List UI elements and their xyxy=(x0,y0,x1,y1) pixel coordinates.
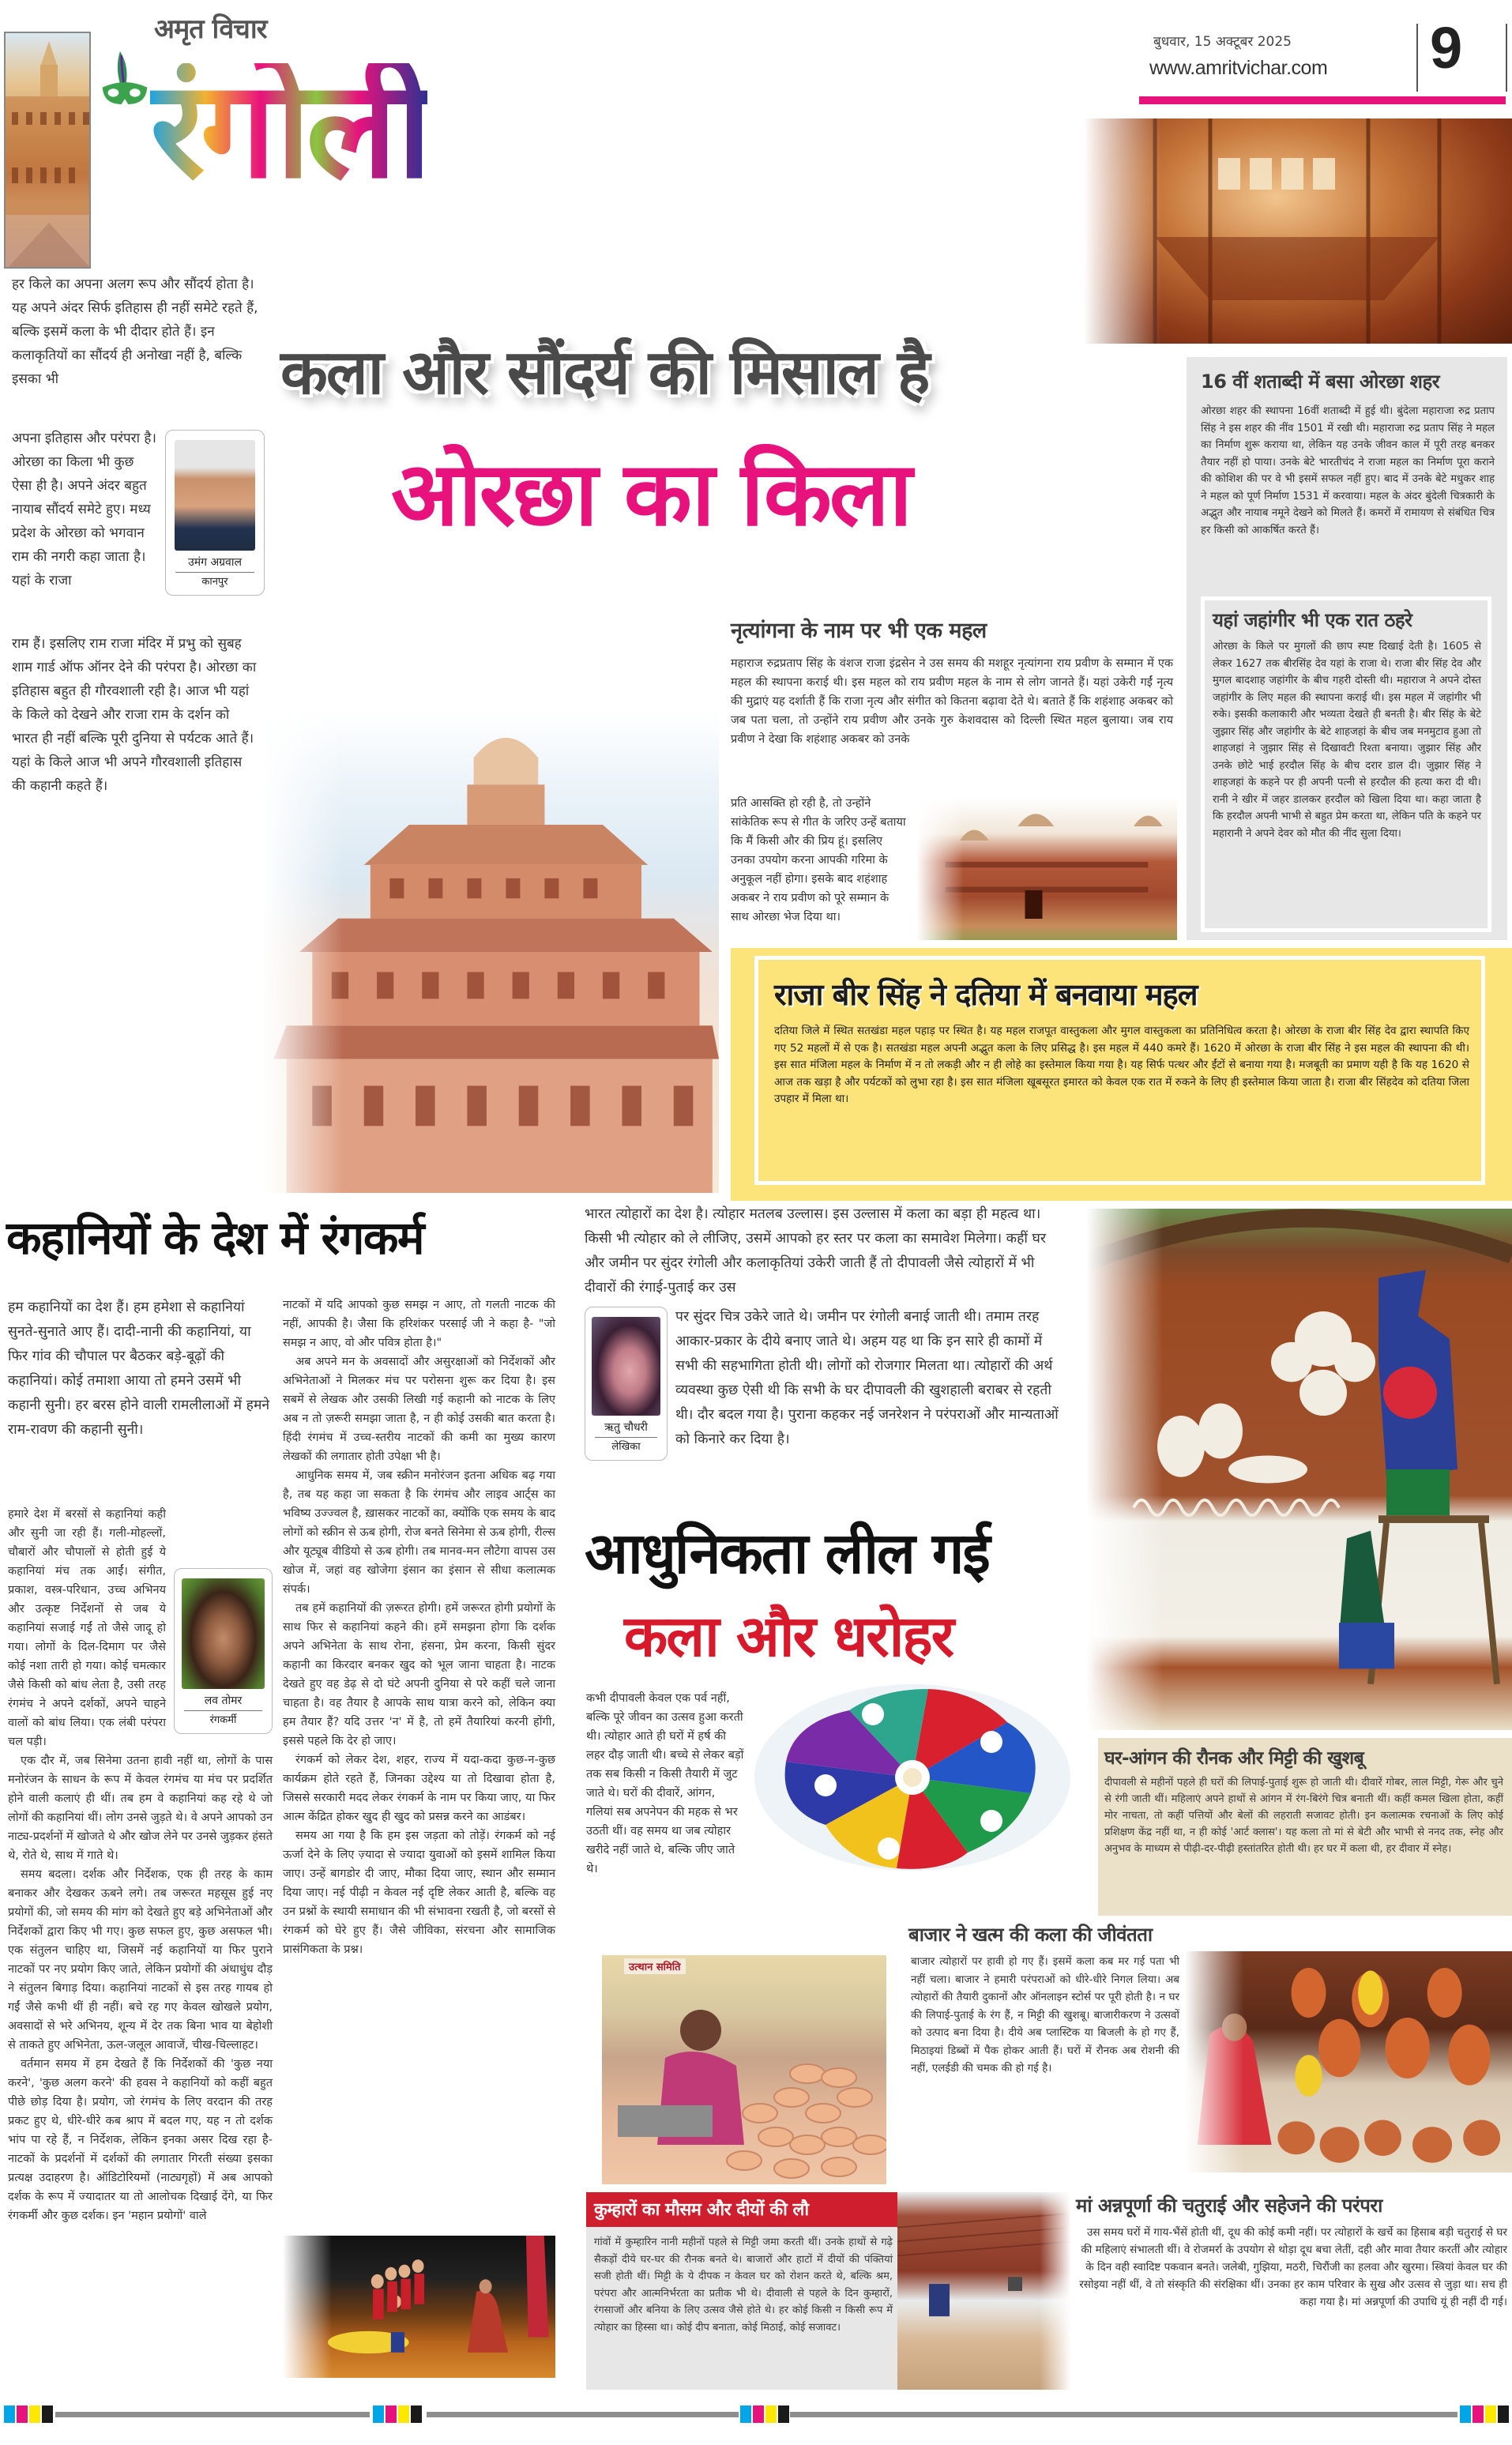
author-name: उमंग अग्रवाल xyxy=(188,556,242,569)
bottom-rule-left xyxy=(55,2412,370,2417)
author-photo xyxy=(592,1317,660,1416)
magenta-swatch xyxy=(1473,2406,1484,2423)
dancer-palace-body-wide: महाराज रुद्रप्रताप सिंह के वंशज राजा इंद्रसेन ने उस समय की मशहूर नृत्यांगना राय प्रवीण के सम्मान में एक महल की स्थापना कराई थी। इस महल को राय प्रवीण महल के नाम से लोग जानते हैं। यहां उकेरी गईं नृत्य की मुद्राएं यह दर्शाती हैं कि राजा नृत्य और संगीत को कितना बढ़ावा देते थे। बताते हैं कि शहंशाह अकबर को जब पता चला, तो उन्होंने राय प्रवीण और उनके गुरु केशवदास को दिल्ली स्थित महल बुलाया। जब राय प्रवीण ने देखा कि शहंशाह अकबर को उनके xyxy=(731,657,1173,746)
orchha-headline-line1: कला और सौंदर्य की मिसाल है xyxy=(280,337,929,408)
theatre-col2-p4: तब हमें कहानियों की ज़रूरत होगी। हमें जरूरत होगी प्रयोगों के साथ फिर से कहानियां कहने की। हमें समझना होगा कि दर्शक अपने अभिनेता के साथ रोना, हंसना, प्रेम करना, किसी सुंदर कहानी का किरदार बनकर खुद को भूल जाना चाहता है। नाटक देखते हुए वह डेढ़ से दो घंटे अपनी दुनिया से परे कहीं चले जाना चाहता है। वह तैयार है आपके साथ यात्रा करने को, लेकिन क्या हम तैयार हैं? यदि उत्तर 'न' में है, तो हमें तैयारियां करनी होंगी, इससे पहले कि देर हो जाए। xyxy=(283,1602,555,1747)
bazaar-body: बाजार त्योहारों पर हावी हो गए हैं। इसमें कला कब मर गई पता भी नहीं चला। बाजार ने हमारी परंपराओं को धीरे-धीरे निगल लिया। अब त्योहारों की तैयारी दुकानों और ऑनलाइन स्टोर्स पर पूरी होती है। न घर की लिपाई-पुताई के रंग हैं, न मिट्टी की खुशबू। बाजारीकरण ने उत्सवों को उत्पाद बना दिया है। दीये अब प्लास्टिक या बिजली के हो गए हैं, मिठाइयां डिब्बों में पैक होकर आती हैं। घरों में रौनक अब रोशनी की नहीं, एलईडी की चमक की हो गई है। xyxy=(911,1955,1179,2074)
author-place: कानपुर xyxy=(201,576,228,588)
box-jahangir-body: ओरछा के किले पर मुगलों की छाप स्पष्ट दिखाई देती है। 1605 से लेकर 1627 तक बीरसिंह देव यहां के राजा थे। राजा बीर सिंह देव और मुगल बादशाह जहांगीर के बीच गहरी दोस्ती थी। महाराज ने अपने दोस्त जहांगीर के लिए महल की स्थापना कराई थी। इस महल में जहांगीर भी रुके। इसकी कलाकारी और भव्यता देखते ही बनती है। बीर सिंह के बेटे जुझार सिंह और जहांगीर के बेटे शाहजहां के बीच जब मनमुटाव हुआ तो शाहजहां ने जुझार सिंह से दिखावटी रिश्ता बनाया। जुझार सिंह और उनके छोटे भाई हरदौल सिंह के बीच दरार डाल दी। जुझार सिंह ने शाहजहां के कहने पर ही अपनी पत्नी से हरदौल की हत्या करा दी थी। रानी ने खीर में जहर डालकर हरदौल को खिला दिया था। कहा जाता है कि हरदौल अपनी भाभी से बहुत प्रेम करता था, लेकिन पति के कहने पर महारानी ने अपने देवर को मौत की नींद सुला दिया। xyxy=(1213,641,1481,840)
black-swatch xyxy=(411,2406,422,2423)
orchha-fort-main-photo xyxy=(261,711,719,1193)
orchha-intro-flow xyxy=(12,427,265,600)
author-separator xyxy=(175,572,254,573)
page-edge-rule xyxy=(1506,24,1507,92)
theatre-col2-flow xyxy=(283,1296,555,1959)
festival-intro: भारत त्योहारों का देश है। त्योहार मतलब उल्लास। इस उल्लास में कला का बड़ा ही महत्व था। किसी भी त्योहार को ले लीजिए, उसमें आपको हर स्तर पर कला का समावेश मिलेगा। कहीं घर और जमीन पर सुंदर रंगोली और कलाकृतियां उकेरी जाती हैं तो दीपावली जैसे त्योहारों में भी दीवारों की रंगाई-पुताई कर उस xyxy=(585,1206,1046,1296)
potters-title: कुम्हारों का मौसम और दीयों की लौ xyxy=(586,2192,897,2227)
bottom-rule-middle xyxy=(427,2412,739,2417)
orchha-headline-line2: ओरछा का किला xyxy=(391,443,910,546)
bazaar-title: बाजार ने खत्म की कला की जीवंतता xyxy=(908,1924,1153,1946)
author-name: लव तोमर xyxy=(204,1695,243,1707)
rangoli-illustration xyxy=(747,1675,1078,1872)
theatre-col2-p5: रंगकर्म को लेकर देश, शहर, राज्य में यदा-कदा कुछ-न-कुछ कार्यक्रम होते रहते हैं, जिनका उद्देश्य या तो दिखावा होता है, जिससे सरकारी मदद लेकर रंगकर्म के नाम पर किया जाए, या फिर आत्म केंद्रित होकर खुद ही खुद को प्रसन्न करने का आडंबर। xyxy=(283,1754,555,1823)
box-16th-century-body: ओरछा शहर की स्थापना 16वीं शताब्दी में हुई थी। बुंदेला महाराजा रुद्र प्रताप सिंह ने इस शहर की नींव 1501 में रखी थी। महाराजा रुद्र प्रताप सिंह ने महल का निर्माण शुरू कराया था, लेकिन यह उनके जीवन काल में पूरी तरह बनकर तैयार नहीं हो पाया। उनके बेटे भारतीचंद ने राजा महल का निर्माण पूरा कराने की कोशिश की पर वे भी इसमें सफल नहीं हुए। बाद में उनके बेटे मधुकर शाह ने महल को पूर्ण निर्माण 1531 में करवाया। महल के अंदर बुंदेली चित्रकारी के अद्भुत और नायाब नमूने देखने को मिलते हैं। कमरों में रामायण से संबंधित चित्र हर किसी को आकर्षित करते हैं। xyxy=(1201,405,1495,536)
brand-name-small: अमृत विचार xyxy=(154,13,267,45)
palace-interior-photo xyxy=(1084,118,1512,344)
theatre-col2-p3: आधुनिक समय में, जब स्क्रीन मनोरंजन इतना अधिक बढ़ गया है, तब यह कहा जा सकता है कि रंगमंच और लाइव आर्ट्स का भविष्य उज्ज्वल है, ख़ासकर नाटकों का, क्योंकि एक समय के बाद लोगों को स्क्रीन से ऊब होगी, रोज बनते सिनेमा से ऊब होगी, रील्स और यूट्यूब वीडियो से ऊब होगी। तब मानव-मन लौटेगा वापस उस खोज में, जहां वह खोजेगा इंसान का इंसान से सीधा कलात्मक संपर्क। xyxy=(283,1469,555,1596)
dancer-palace-title: नृत्यांगना के नाम पर भी एक महल xyxy=(731,619,987,643)
magenta-swatch xyxy=(386,2406,397,2423)
festival-headline-line2: कला और धरोहर xyxy=(624,1603,953,1669)
theatre-col2-p6: समय आ गया है कि हम इस जड़ता को तोड़ें। रंगकर्म को नई ऊर्जा देने के लिए ज़्यादा से ज्यादा युवाओं को इसमें शामिल किया जाए। उन्हें बागडोर दी जाए, मौका दिया जाए, स्थान और सम्मान दिया जाए। नई पीढ़ी न केवल नई दृष्टि लेकर आती है, बल्कि वह उन प्रश्नों के स्थायी समाधान की भी संभावना रखती है, जो बरसों से रंगकर्म को घेरे हुए हैं। जैसे जीविका, संरचना और सामाजिक प्रासंगिकता के प्रश्न। xyxy=(283,1830,555,1956)
theatre-lead: हम कहानियों का देश हैं। हम हमेशा से कहानियां सुनते-सुनाते आए हैं। दादी-नानी की कहानियां, या फिर गांव की चौपाल पर बैठकर बड़े-बूढ़ों की कहानियां। कोई तमाशा आया तो हमने उसमें भी कहानी सुनी। हर बरस होने वाली रामलीलाओं में हमने राम-रावण की कहानी सुनी। xyxy=(8,1300,270,1438)
festival-intro-flow xyxy=(585,1305,1059,1465)
author-photo xyxy=(182,1578,265,1689)
page-number: 9 xyxy=(1430,15,1463,81)
orchha-intro-paragraph: हर किले का अपना अलग रूप और सौंदर्य होता है। यह अपने अंदर सिर्फ इतिहास ही नहीं समेटे रहते हैं, बल्कि इसमें कला के भी दीदार होते हैं। इन कलाकृतियों का सौंदर्य ही अनोखा नहीं है, बल्कि इसका भी xyxy=(12,276,258,387)
black-swatch xyxy=(1498,2406,1509,2423)
yellow-swatch xyxy=(765,2406,777,2423)
orchha-intro-continued: राम हैं। इसलिए राम राजा मंदिर में प्रभु को सुबह शाम गार्ड ऑफ ऑनर देने की परंपरा है। ओरछा का इतिहास बहुत ही गौरवशाली रही है। आज भी यहां के किले को देखने और राजा राम के दर्शन को भारत ही नहीं बल्कि पूरी दुनिया से पर्यटक आते हैं। यहां के किले आज भी अपने गौरवशाली इतिहास की कहानी कहते हैं। xyxy=(12,636,257,794)
cmyk-registration-mark-center xyxy=(373,2406,423,2426)
yellow-swatch xyxy=(1485,2406,1496,2423)
author-photo xyxy=(175,440,255,551)
wall-painting-photo xyxy=(1086,1209,1512,1730)
jahangir-mahal-courtyard-photo xyxy=(4,32,91,269)
cmyk-registration-mark-right xyxy=(1460,2406,1510,2426)
magenta-swatch xyxy=(17,2406,28,2423)
datia-title: राजा बीर सिंह ने दतिया में बनवाया महल xyxy=(774,977,1198,1012)
theatre-col1-flow xyxy=(8,1505,273,2225)
cyan-swatch xyxy=(4,2406,15,2423)
dancer-palace-body-narrow: प्रति आसक्ति हो रही है, तो उन्होंने सांकेतिक रूप से गीत के जरिए उन्हें बताया कि मैं किसी और की प्रिय हूं। इसलिए उनका उपयोग करना आपकी गरिमा के अनुकूल नहीं होगा। इसके बाद शहंशाह अकबर ने राय प्रवीण को पूरे सम्मान के साथ ओरछा भेज दिया था। xyxy=(731,797,906,923)
potters-body: गांवों में कुम्हारिन नानी महीनों पहले से मिट्टी जमा करती थीं। उनके हाथों से गढ़े सैकड़ों दीये घर-घर की रौनक बनते थे। बाजारों और हाटों में दीयों की पंक्तियां सजी होती थीं। मिट्टी के ये दीपक न केवल घर को रोशन करते थे, बल्कि श्रम, परंपरा और आत्मनिर्भरता का प्रतीक भी थे। दीवाली से पहले के दिन कुम्हारों, रंगसाजों और बनिया के लिए उत्सव जैसे होते थे। हर कोई किसी न किसी रूप में त्योहार का हिस्सा था। कोई दीप बनाता, कोई मिठाई, कोई सजावट। xyxy=(594,2236,893,2334)
cmyk-registration-mark-left xyxy=(4,2406,55,2426)
theatre-col2-p1: नाटकों में यदि आपको कुछ समझ न आए, तो गलती नाटक की नहीं, आपकी है। जैसा कि हरिशंकर परसाई जी ने कहा है- "जो समझ न आए, वो और पवित्र होता है।" xyxy=(283,1299,555,1349)
cyan-swatch xyxy=(1460,2406,1471,2423)
box-16th-century-title: 16 वीं शताब्दी में बसा ओरछा शहर xyxy=(1201,371,1440,393)
village-house-photo xyxy=(897,2192,1071,2390)
website-url[interactable]: www.amritvichar.com xyxy=(1149,57,1328,79)
palace-illustration xyxy=(6,33,91,269)
yellow-swatch xyxy=(29,2406,40,2423)
author-card-umang xyxy=(165,430,265,596)
black-swatch xyxy=(42,2406,53,2423)
datia-body: दतिया जिले में स्थित सतखंडा महल पहाड़ पर स्थित है। यह महल राजपूत वास्तुकला और मुगल वास्तुकला का प्रतिनिधित्व करता है। ओरछा के राजा बीर सिंह देव द्वारा स्थापति किए गए 52 महलों में से एक है। सतखंडा महल अपनी अद्भुत कला के लिए प्रसिद्ध है। इस महल में 440 कमरे हैं। 1620 में ओरछा के राजा बीर सिंह ने इस महल की स्थापना की थी। इस सात मंजिला महल के निर्माण में न तो लकड़ी और न ही लोहे का इस्तेमाल किया गया है। यह सिर्फ पत्थर और ईंटों से बनाया गया है। मजबूती का प्रमाण यही है कि यह 1620 से आज तक खड़ा है और पर्यटकों को लुभा रहा है। इस सात मंजिला खूबसूरत इमारत को केवल एक रात में रुकने के लिए ही इस्तेमाल किया जाता है। राजा बीर सिंहदेव को दतिया जिला उपहार में मिला था। xyxy=(774,1025,1469,1105)
rai-praveen-mahal-photo xyxy=(916,798,1177,940)
author-separator xyxy=(184,1710,262,1711)
ghar-angan-body: दीपावली से महीनों पहले ही घरों की लिपाई-पुताई शुरू हो जाती थी। दीवारें गोबर, लाल मिट्टी, गेरू और चुने से रंगी जाती थीं। महिलाएं अपने हाथों से आंगन में रंग-बिरंगे चित्र बनाती थीं। कहीं कमल खिला होता, कहीं मोर नाचता, तो कहीं पत्तियों और बेलों की लहराती सजावट होती। इन कलात्मक रचनाओं के लिए कोई प्रशिक्षण केंद्र नहीं था, न ही कोई 'आर्ट क्लास'। यह कला तो मां से बेटी और भाभी से ननद तक, स्नेह और अनुभव के माध्यम से पीढ़ी-दर-पीढ़ी हस्तांतरित होती थी। हर घर में कला थी, हर दीवार में स्नेह। xyxy=(1104,1777,1503,1855)
theatre-col1-p3: समय बदला। दर्शक और निर्देशक, एक ही तरह के काम बनाकर और देखकर ऊबने लगे। तब जरूरत महसूस हुई नए प्रयोगों की, जो समय की मांग को देखते हुए बड़े अभिनेताओं और निर्देशकों द्वारा किए भी गए। कुछ सफल हुए, कुछ असफल भी। एक संतुलन चाहिए था, जिसमें नई कहानियों या फिर पुराने नाटकों पर नए प्रयोग किए जाते, लेकिन प्रयोगों की अंधाधुंध दौड़ ने संतुलन बिगाड़ दिया। कहानियां नाटकों से इस तरह गायब हो गईं जैसे कभी थीं ही नहीं। बचे रह गए केवल खोखले प्रयोग, अवसादों से भरे अभिनय, शून्य में देर तक बिना भाव या बेहोशी से ताकते हुए अभिनेता, ऊल-जलूल आवाजें, चीख-चिल्लाहट। xyxy=(8,1868,273,2052)
cmyk-registration-mark-center2 xyxy=(740,2406,791,2426)
photo-sign: उत्थान समिति xyxy=(624,1958,686,1974)
theatre-col2-p2: अब अपने मन के अवसादों और असुरक्षाओं को निर्देशकों और अभिनेताओं ने मिलकर मंच पर परोसना शुरू कर दिया है। इस सबमें से लेखक और उसकी लिखी गई कहानी को नाटक के लिए अब न तो ज़रूरी समझा जाता है, न ही कोई उसकी बात करता है। हिंदी रंगमंच में उच्च-स्तरीय नाटकों की कमी का मुख्य कारण लेखकों की लगातार होती उपेक्षा भी है। xyxy=(283,1356,555,1463)
author-separator xyxy=(595,1437,657,1438)
theatre-col1-p2: एक दौर में, जब सिनेमा उतना हावी नहीं था, लोगों के पास मनोरंजन के साधन के रूप में केवल रंगमंच या मंच पर प्रदर्शित होने वाली कलाएं ही थीं। तब हम वे कहानियां कह रहे थे जो लोगों की कहानियां थीं। लोग उनसे जुड़ते थे। वे अपने आपको उन नाट्य-प्रदर्शनों में खोजते थे और खोज लेने पर उनसे जुड़कर हंसते थे, रोते थे, साथ में गाते थे। xyxy=(8,1755,273,1862)
orchha-intro-narrow: अपना इतिहास और परंपरा है। ओरछा का किला भी कुछ ऐसा ही है। अपने अंदर बहुत नायाब सौंदर्य समेटे हुए। मध्य प्रदेश के ओरछा को भगवान राम की नगरी कहा जाता है। यहां के राजा xyxy=(12,431,156,589)
box-jahangir-title: यहां जहांगीर भी एक रात ठहरे xyxy=(1213,609,1412,631)
ghar-angan-title: घर-आंगन की रौनक और मिट्टी की खुशबू xyxy=(1104,1748,1364,1769)
stage-play-photo xyxy=(283,2236,555,2378)
brand-mask-logo xyxy=(101,49,149,112)
author-role: रंगकर्मी xyxy=(209,1714,237,1726)
author-card-love-tomar xyxy=(174,1568,273,1734)
author-role: लेखिका xyxy=(611,1441,641,1453)
section-title-rangoli: रंगोली xyxy=(150,52,427,209)
deepawali-paragraph: कभी दीपावली केवल एक पर्व नहीं, बल्कि पूरे जीवन का उत्सव हुआ करती थी। त्योहार आते ही घरों में हर्ष की लहर दौड़ जाती थी। बच्चे से लेकर बड़ों तक सब किसी न किसी तैयारी में जुट जाते थे। घरों की दीवारें, आंगन, गलियां सब अपनेपन की महक से भर उठती थीं। वह समय था जब त्योहार खरीदे नहीं जाते थे, बल्कि जीए जाते थे। xyxy=(586,1692,744,1875)
annapurna-body: उस समय घरों में गाय-भैंसें होती थीं, दूध की कोई कमी नहीं। पर त्योहारों के खर्चे का हिसाब बड़ी चतुराई से घर की महिलाएं संभालती थीं। वे रोजमर्रा के उपयोग से थोड़ा दूध बचा लेतीं, दही और मावा तैयार करतीं और त्योहार के दिन वही स्वादिष्ट पकवान बनते। जलेबी, गुझिया, मठरी, चिरौंजी का हलवा और खुरमा। स्त्रियां केवल घर की रसोइया नहीं थीं, वे तो संस्कृति की संरक्षिका थीं। उनका हर काम परिवार के सुख और उत्सव से जुड़ा था। सच ही कहा गया है। मां अन्नपूर्णा की उपाधि यूं ही नहीं दी गई। xyxy=(1079,2226,1507,2308)
theatre-headline: कहानियों के देश में रंगकर्म xyxy=(6,1211,424,1265)
magenta-swatch xyxy=(753,2406,764,2423)
issue-date: बुधवार, 15 अक्टूबर 2025 xyxy=(1153,34,1292,50)
masthead-accent-bar xyxy=(1139,96,1506,104)
cyan-swatch xyxy=(373,2406,384,2423)
black-swatch xyxy=(778,2406,789,2423)
festival-intro-narrow: पर सुंदर चित्र उकेरे जाते थे। जमीन पर रंगोली बनाई जाती थी। तमाम तरह आकार-प्रकार के दीये बनाए जाते थे। अहम यह था कि इन सारे ही कामों में सभी की सहभागिता होती थी। लोगों को रोजगार मिलता था। त्योहारों की अर्थ व्यवस्था कुछ ऐसी थी कि सभी के घर दीपावली की खुशहाली बराबर से रहती थी। दौर बदल गया है। पुराना कहकर नई जनरेशन ने परंपराओं और मान्यताओं को किनारे कर दिया है। xyxy=(675,1309,1059,1447)
theatre-col1-p4: वर्तमान समय में हम देखते हैं कि निर्देशकों की 'कुछ नया करने', 'कुछ अलग करने' की हवस ने कहानियों को कहीं बहुत पीछे छोड़ दिया है। प्रयोग, जो रंगमंच के लिए वरदान की तरह प्रकट हुए थे, धीरे-धीरे कब श्राप में बदल गए, यह न तो दर्शक भांप पा रहे हैं, न निर्देशक, लेकिन इनका असर दिख रहा है-नाटकों के प्रदर्शनों में दर्शकों की लगातार गिरती संख्या इसका प्रत्यक्ष उदाहरण है। ऑडिटोरियमों (नाट्यगृहों) में अब आपको दर्शक के रूप में ज्यादातर या तो आलोचक दिखाई देंगे, या फिर रंगकर्मी और कुछ दर्शक। इन 'महान प्रयोगों' वाले xyxy=(8,2058,273,2222)
author-name: ऋतु चौधरी xyxy=(604,1421,648,1434)
bottom-rule-right xyxy=(790,2412,1457,2417)
diya-maker-photo xyxy=(602,1955,886,2184)
theatre-col1-p1: हमारे देश में बरसों से कहानियां कही और सुनी जा रही हैं। गली-मोहल्लों, चौबारों और चौपालों से होती हुई ये कहानियां मंच तक आईं। संगीत, प्रकाश, वस्त्र-परिधान, उच्च अभिनय और उत्कृष्ट निर्देशनों से जब ये कहानियां सजाई गईं तो जैसे जादू हो गया। लोगों के दिल-दिमाग पर जैसे कोई नशा तारी हो गया। कोई चमत्कार जैसे किसी को बांध लेता है, उसी तरह रंगमंच ने अपने दर्शकों, अपने चाहने वालों को बांध लिया। एक लंबी परंपरा चल पड़ी। xyxy=(8,1508,166,1748)
author-card-ritu xyxy=(585,1307,668,1461)
cyan-swatch xyxy=(740,2406,751,2423)
page-divider xyxy=(1416,24,1418,92)
annapurna-title: मां अन्नपूर्णा की चतुराई और सहेजने की परंपरा xyxy=(1076,2195,1382,2217)
pottery-seller-photo xyxy=(1185,1951,1512,2172)
festival-headline-line1: आधुनिकता लील गई xyxy=(585,1520,989,1586)
rangoli-photo xyxy=(747,1675,1078,1872)
yellow-swatch xyxy=(398,2406,409,2423)
